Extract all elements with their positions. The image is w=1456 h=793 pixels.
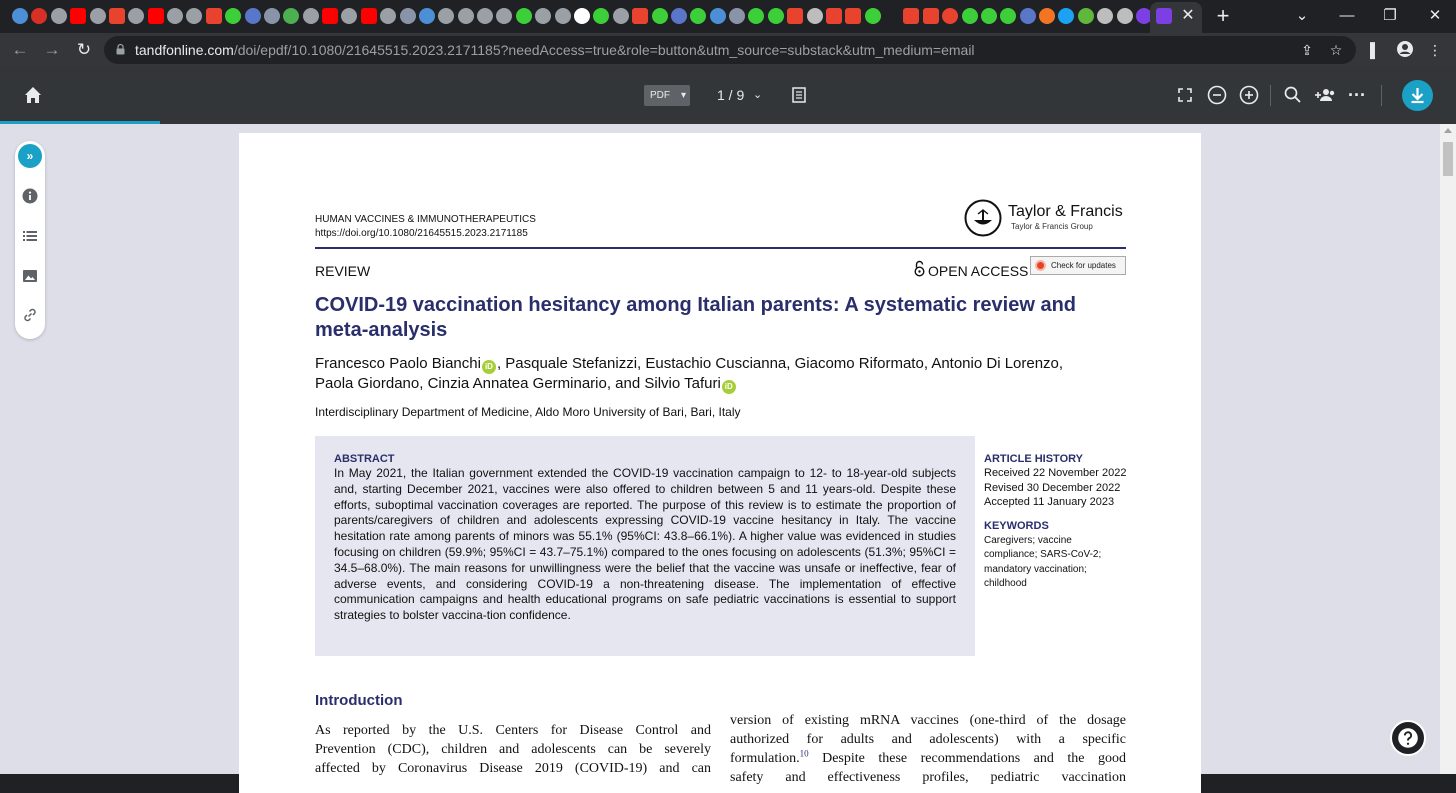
tab-search-chevron-icon[interactable]: ⌄ bbox=[1295, 7, 1309, 24]
citation-link[interactable]: 10 bbox=[799, 748, 809, 759]
body-text-line: affected by Coronavirus Disease 2019 (COVID-19) and can bbox=[315, 761, 711, 776]
globe-icon[interactable] bbox=[341, 8, 357, 24]
pdf-viewer bbox=[0, 124, 1456, 785]
generic-icon[interactable] bbox=[1097, 8, 1113, 24]
business-insider-icon[interactable] bbox=[826, 8, 842, 24]
share-users-icon[interactable] bbox=[1313, 84, 1337, 106]
toolbar-divider bbox=[1381, 85, 1382, 106]
youtube-icon[interactable] bbox=[361, 8, 377, 24]
journal-name: HUMAN VACCINES & IMMUNOTHERAPEUTICS bbox=[315, 214, 536, 225]
address-bar[interactable] bbox=[104, 36, 1356, 64]
zoom-out-icon[interactable] bbox=[1206, 84, 1228, 106]
crossmark-icon bbox=[1035, 260, 1046, 271]
keywords-line: compliance; SARS-CoV-2; bbox=[984, 549, 1102, 560]
generic-icon[interactable] bbox=[1020, 8, 1036, 24]
page-indicator[interactable]: 1 / 9 bbox=[717, 87, 745, 103]
globe-icon[interactable] bbox=[613, 8, 629, 24]
pdf-format-label: PDF bbox=[650, 90, 670, 101]
pdf-toolbar bbox=[0, 67, 1456, 124]
business-insider-icon[interactable] bbox=[206, 8, 222, 24]
scrollbar[interactable] bbox=[1440, 124, 1456, 774]
history-accepted: Accepted 11 January 2023 bbox=[984, 496, 1115, 508]
zoom-in-icon[interactable] bbox=[1238, 84, 1260, 106]
active-tab[interactable] bbox=[1150, 2, 1202, 33]
profile-icon[interactable] bbox=[1395, 40, 1415, 60]
abstract-heading: ABSTRACT bbox=[334, 453, 395, 465]
generic-icon[interactable] bbox=[574, 8, 590, 24]
home-icon[interactable] bbox=[22, 84, 44, 106]
globe-icon[interactable] bbox=[535, 8, 551, 24]
side-panel-icon[interactable]: ▌ bbox=[1370, 42, 1380, 58]
publisher-name: Taylor & Francis bbox=[1008, 203, 1123, 220]
active-tab-favicon-icon bbox=[1156, 8, 1172, 24]
author-text: Francesco Paolo Bianchi bbox=[315, 355, 481, 372]
globe-icon[interactable] bbox=[51, 8, 67, 24]
keywords-heading: KEYWORDS bbox=[984, 520, 1049, 532]
check-updates-button[interactable] bbox=[1030, 256, 1126, 275]
orcid-icon[interactable]: iD bbox=[482, 360, 496, 374]
play-icon[interactable] bbox=[593, 8, 609, 24]
globe-icon[interactable] bbox=[555, 8, 571, 24]
search-icon[interactable] bbox=[419, 8, 435, 24]
keywords-line: mandatory vaccination; bbox=[984, 563, 1087, 575]
outline-list-icon[interactable] bbox=[22, 228, 38, 244]
globe-icon[interactable] bbox=[128, 8, 144, 24]
fullscreen-icon[interactable] bbox=[1174, 84, 1196, 106]
globe-icon[interactable] bbox=[167, 8, 183, 24]
url-host: tandfonline.com bbox=[135, 42, 234, 58]
play-icon[interactable] bbox=[225, 8, 241, 24]
generic-icon[interactable] bbox=[671, 8, 687, 24]
link-icon[interactable] bbox=[22, 307, 38, 323]
globe-icon[interactable] bbox=[380, 8, 396, 24]
globe-icon[interactable] bbox=[496, 8, 512, 24]
generic-icon[interactable] bbox=[31, 8, 47, 24]
check-updates-label: Check for updates bbox=[1051, 261, 1116, 270]
play-icon[interactable] bbox=[690, 8, 706, 24]
minimize-icon[interactable]: — bbox=[1339, 7, 1355, 24]
play-icon[interactable] bbox=[652, 8, 668, 24]
page-view-icon[interactable] bbox=[790, 86, 808, 104]
play-icon[interactable] bbox=[768, 8, 784, 24]
globe-icon[interactable] bbox=[186, 8, 202, 24]
author-text: , Pasquale Stefanizzi, Eustachio Cuscianna, Giacomo Riformato, Antonio Di Lorenzo, bbox=[496, 355, 1064, 372]
search-icon[interactable] bbox=[710, 8, 726, 24]
affiliation: Interdisciplinary Department of Medicine, Aldo Moro University of Bari, Bari, Italy bbox=[315, 405, 741, 419]
back-icon[interactable]: ← bbox=[11, 40, 29, 59]
business-insider-icon[interactable] bbox=[787, 8, 803, 24]
business-insider-icon[interactable] bbox=[109, 8, 125, 24]
body-text-line: As reported by the U.S. Centers for Disease Control and bbox=[315, 723, 711, 738]
history-revised: Revised 30 December 2022 bbox=[984, 481, 1121, 494]
play-icon[interactable] bbox=[1000, 8, 1016, 24]
open-access-label: OPEN ACCESS bbox=[928, 263, 1029, 279]
new-tab-button[interactable]: + bbox=[1216, 3, 1230, 28]
body-text-line bbox=[730, 749, 1126, 768]
generic-icon[interactable] bbox=[264, 8, 280, 24]
bookmark-star-icon[interactable]: ☆ bbox=[1329, 42, 1343, 58]
youtube-icon[interactable] bbox=[70, 8, 86, 24]
keywords-line: childhood bbox=[984, 577, 1027, 589]
generic-icon[interactable] bbox=[283, 8, 299, 24]
twitter-icon[interactable] bbox=[1058, 8, 1074, 24]
browser-menu-icon[interactable]: ⋮ bbox=[1428, 42, 1442, 58]
business-insider-icon[interactable] bbox=[903, 8, 919, 24]
history-received: Received 22 November 2022 bbox=[984, 467, 1127, 479]
abstract-box bbox=[315, 436, 975, 656]
business-insider-icon[interactable] bbox=[923, 8, 939, 24]
close-window-icon[interactable]: ✕ bbox=[1428, 7, 1442, 24]
chevron-down-icon: ▾ bbox=[680, 90, 686, 101]
play-icon[interactable] bbox=[962, 8, 978, 24]
play-icon[interactable] bbox=[748, 8, 764, 24]
reload-icon[interactable]: ↻ bbox=[76, 40, 92, 59]
business-insider-icon[interactable] bbox=[632, 8, 648, 24]
globe-icon[interactable] bbox=[438, 8, 454, 24]
restore-icon[interactable]: ❐ bbox=[1383, 7, 1397, 24]
body-text-line: Prevention (CDC), children and adolescents can be severely bbox=[315, 742, 711, 757]
generic-icon[interactable] bbox=[729, 8, 745, 24]
image-icon[interactable] bbox=[22, 268, 38, 284]
business-insider-icon[interactable] bbox=[845, 8, 861, 24]
close-tab-icon[interactable]: ✕ bbox=[1181, 7, 1195, 24]
authors bbox=[315, 354, 1115, 394]
body-text-line: version of existing mRNA vaccines (one-third of the dosage bbox=[730, 713, 1126, 728]
generic-icon[interactable] bbox=[884, 8, 900, 24]
body-text-line: authorized for adults and adolescents) with a specific bbox=[730, 732, 1126, 747]
article-type: REVIEW bbox=[315, 263, 371, 279]
play-icon[interactable] bbox=[516, 8, 532, 24]
generic-icon[interactable] bbox=[245, 8, 261, 24]
side-panel bbox=[15, 141, 45, 339]
author-text: Paola Giordano, Cinzia Annatea Germinario, and Silvio Tafuri bbox=[315, 375, 721, 392]
pdf-page bbox=[239, 133, 1201, 793]
play-icon[interactable] bbox=[981, 8, 997, 24]
generic-icon[interactable] bbox=[942, 8, 958, 24]
generic-icon[interactable] bbox=[400, 8, 416, 24]
youtube-icon[interactable] bbox=[148, 8, 164, 24]
url-path: /doi/epdf/10.1080/21645515.2023.2171185?needAccess=true&role=button&utm_source=substack&utm_medium=email bbox=[233, 42, 975, 58]
article-history-heading: ARTICLE HISTORY bbox=[984, 453, 1084, 465]
more-options-icon[interactable]: ··· bbox=[1348, 85, 1366, 105]
header-rule bbox=[315, 247, 1126, 249]
url-text bbox=[135, 41, 975, 59]
scrollbar-thumb[interactable] bbox=[1443, 142, 1453, 176]
share-icon[interactable]: ⇪ bbox=[1301, 42, 1313, 58]
page-chevron-icon[interactable]: ⌄ bbox=[753, 89, 763, 101]
generic-icon[interactable] bbox=[1078, 8, 1094, 24]
scroll-up-icon[interactable] bbox=[1444, 128, 1452, 133]
open-access-lock-icon bbox=[914, 260, 925, 277]
orcid-icon[interactable]: iD bbox=[722, 380, 736, 394]
tab-strip bbox=[0, 0, 1456, 33]
globe-icon[interactable] bbox=[303, 8, 319, 24]
globe-icon[interactable] bbox=[458, 8, 474, 24]
globe-icon[interactable] bbox=[477, 8, 493, 24]
expand-panel-icon[interactable]: » bbox=[18, 144, 42, 168]
search-icon[interactable] bbox=[1282, 84, 1304, 106]
body-text: Despite these recommendations and the good bbox=[808, 751, 1126, 766]
abstract-text: In May 2021, the Italian government extended the COVID-19 vaccination campaign to 12- to 18-year-old subjects and, starting December 2021, vaccines were also offered to children between 5 and 11 years-old. Despite these efforts, suboptimal vaccination coverages are reported. The purpose of this review is to estimate the proportion of parents/caregivers of children and adolescents expressing COVID-19 vaccine hesitancy in Italy. The vaccine hesitation rate among parents of minors was 55.1% (95%CI: 43.8–66.1%). A higher value was evidenced in studies focusing on children (59.9%; 95%CI = 43.7–75.1%) compared to the ones focusing on adolescents (51.3%; 95%CI = 34.5–68.0%). The main reasons for unwillingness were the belief that the vaccine was unsafe or ineffective, fear of adverse events, and considering COVID-19 a non-threatening disease. The implementation of effective communication campaigns and health educational programs on safe pediatric vaccinations is essential to support strategies to bolster vaccina-tion confidence. bbox=[334, 466, 956, 623]
help-icon[interactable] bbox=[1390, 720, 1426, 756]
pdf-format-dropdown[interactable] bbox=[644, 85, 690, 106]
publisher-group: Taylor & Francis Group bbox=[1011, 222, 1093, 231]
generic-icon[interactable] bbox=[1117, 8, 1133, 24]
body-text-line: safety and effectiveness profiles, pediatric vaccination bbox=[730, 770, 1126, 785]
body-text: formulation. bbox=[730, 751, 800, 766]
youtube-icon[interactable] bbox=[322, 8, 338, 24]
taylor-francis-logo-icon bbox=[964, 199, 1002, 237]
download-icon[interactable] bbox=[1402, 80, 1433, 111]
doi-link[interactable]: https://doi.org/10.1080/21645515.2023.2171185 bbox=[315, 228, 528, 239]
generic-icon[interactable] bbox=[1039, 8, 1055, 24]
globe-icon[interactable] bbox=[90, 8, 106, 24]
lock-icon bbox=[116, 44, 125, 55]
play-icon[interactable] bbox=[865, 8, 881, 24]
generic-icon[interactable] bbox=[807, 8, 823, 24]
introduction-heading: Introduction bbox=[315, 692, 403, 709]
globe-icon[interactable] bbox=[12, 8, 28, 24]
keywords-line: Caregivers; vaccine bbox=[984, 535, 1072, 546]
article-title: COVID-19 vaccination hesitancy among Italian parents: A systematic review and meta-analysis bbox=[315, 294, 1076, 341]
info-icon[interactable] bbox=[22, 188, 38, 204]
forward-icon[interactable]: → bbox=[43, 40, 61, 59]
toolbar-divider bbox=[1270, 85, 1271, 106]
browser-toolbar bbox=[0, 33, 1456, 67]
